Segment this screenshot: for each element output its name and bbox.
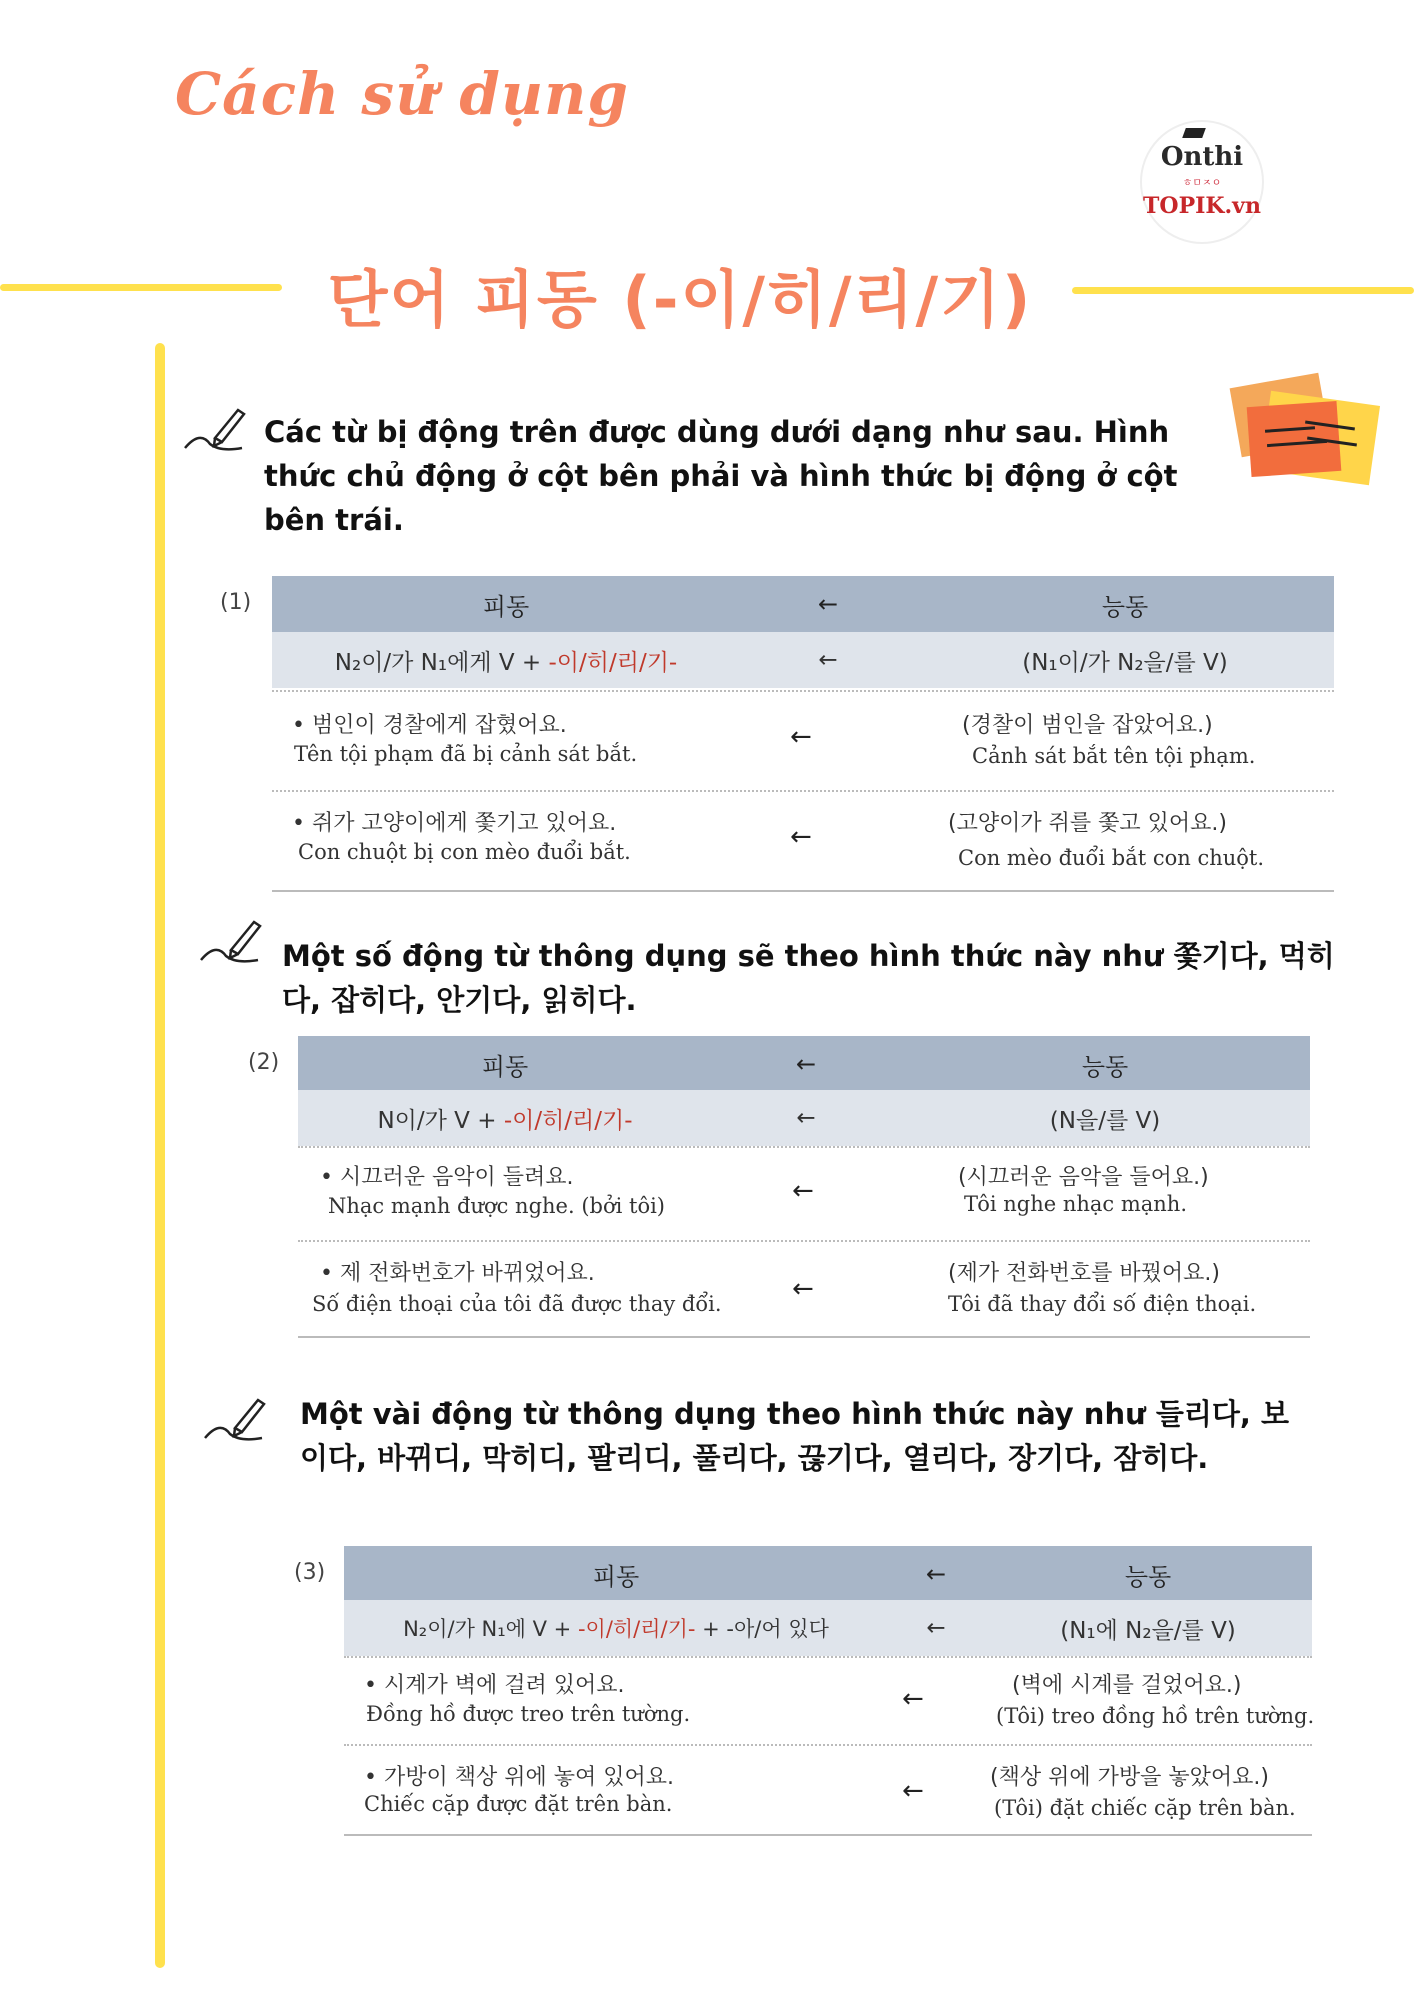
table-2-row-1-vi-active: Tôi nghe nhạc mạnh.: [964, 1192, 1187, 1216]
table-3-row-1-vi-active: (Tôi) treo đồng hồ trên tường.: [996, 1704, 1315, 1728]
arrow-left-icon: ←: [902, 1684, 924, 1714]
script-title: Cách sử dụng: [175, 60, 629, 128]
logo-line-1: Onthi: [1160, 142, 1244, 172]
table-1-head-passive: 피동: [482, 592, 530, 621]
table-1-row-1-vi-passive: Tên tội phạm đã bị cảnh sát bắt.: [294, 742, 638, 766]
table-2-row-1-ko-active: (시끄러운 음악을 들어요.): [958, 1165, 1209, 1190]
table-3-row-1-ko-passive: • 시계가 벽에 걸려 있어요.: [364, 1673, 625, 1698]
paragraph-3: Một vài động từ thông dụng theo hình thức này như 들리다, 보이다, 바뀌디, 막히디, 팔리디, 풀리다, 끊기다, 열리다, 장기다, 잠히다.: [300, 1397, 1290, 1475]
table-row: [344, 1744, 1312, 1746]
table-row: [272, 790, 1334, 792]
table-3-formula-active: (N₁에 N₂을/를 V): [1060, 1617, 1236, 1644]
table-row: [344, 1656, 1312, 1658]
table-1-formula-active: (N₁이/가 N₂을/를 V): [1022, 649, 1228, 676]
table-3-head-passive: 피동: [592, 1562, 640, 1591]
table-2-header: [298, 1036, 1310, 1092]
title-rule-left: [0, 284, 282, 291]
main-title: 단어 피동 (-이/히/리/기): [327, 263, 1033, 336]
arrow-left-icon: ←: [902, 1776, 924, 1806]
table-1-formula-passive: N₂이/가 N₁에게 V + -이/히/리/기-: [334, 649, 678, 676]
table-2-head-passive: 피동: [481, 1052, 529, 1081]
logo-line-3: TOPIK.vn: [1143, 193, 1261, 219]
table-1-formula: [272, 632, 1334, 688]
sticky-notes-icon: [1235, 380, 1385, 490]
arrow-left-icon: ←: [790, 822, 812, 852]
arrow-left-icon: ←: [792, 1176, 814, 1206]
table-2-row-2-vi-passive: Số điện thoại của tôi đã được thay đổi.: [312, 1292, 722, 1316]
table-2-row-1-vi-passive: Nhạc mạnh được nghe. (bởi tôi): [328, 1194, 665, 1218]
table-3-row-2-ko-active: (책상 위에 가방을 놓았어요.): [990, 1765, 1269, 1790]
graduation-cap-icon: [1182, 128, 1206, 138]
table-2-row-2-ko-passive: • 제 전화번호가 바뀌었어요.: [320, 1261, 595, 1286]
table-1-bottom-rule: [272, 890, 1334, 892]
table-2-formula-arrow: ←: [796, 1105, 816, 1131]
table-1-row-2-ko-passive: • 쥐가 고양이에게 쫓기고 있어요.: [292, 811, 617, 836]
table-1-head-active: 능동: [1101, 592, 1149, 621]
table-1-header: [272, 576, 1334, 632]
table-3-header: [344, 1546, 1312, 1602]
table-2-formula: [298, 1090, 1310, 1146]
table-1-row-1-vi-active: Cảnh sát bắt tên tội phạm.: [972, 744, 1256, 768]
paragraph-1: Các từ bị động trên được dùng dưới dạng như sau. Hình thức chủ động ở cột bên phải và hình thức bị động ở cột bên trái.: [264, 415, 1178, 537]
table-row: [298, 1146, 1310, 1148]
table-1-row-2-vi-active: Con mèo đuổi bắt con chuột.: [958, 846, 1265, 870]
table-3-number: (3): [294, 1560, 326, 1585]
table-3-row-1-vi-passive: Đồng hồ được treo trên tường.: [366, 1702, 691, 1726]
left-accent-bar: [155, 343, 165, 1968]
table-3-formula-arrow: ←: [926, 1615, 946, 1641]
table-3-row-1-ko-active: (벽에 시계를 걸었어요.): [1012, 1673, 1242, 1698]
table-2-number: (2): [248, 1050, 280, 1075]
table-2-head-arrow: ←: [795, 1050, 817, 1078]
table-3-formula: [344, 1600, 1312, 1656]
paragraph-2: Một số động từ thông dụng sẽ theo hình thức này như 쫓기다, 먹히다, 잡히다, 안기다, 읽히다.: [282, 939, 1335, 1017]
table-row: [272, 690, 1334, 692]
table-2-row-1-ko-passive: • 시끄러운 음악이 들려요.: [320, 1165, 574, 1190]
table-row: [298, 1240, 1310, 1242]
pen-writing-icon: [200, 1390, 270, 1450]
pen-writing-icon: [180, 400, 250, 460]
pen-writing-icon: [196, 912, 266, 972]
onthi-topik-logo: [1140, 120, 1264, 244]
arrow-left-icon: ←: [790, 722, 812, 752]
logo-line-2: ㅎㅁㅈㅇ: [1182, 178, 1222, 189]
arrow-left-icon: ←: [792, 1274, 814, 1304]
table-3-row-2-vi-active: (Tôi) đặt chiếc cặp trên bàn.: [994, 1796, 1296, 1820]
table-1-row-2-vi-passive: Con chuột bị con mèo đuổi bắt.: [298, 840, 631, 864]
title-rule-right: [1072, 287, 1414, 294]
table-3-head-active: 능동: [1124, 1562, 1172, 1591]
table-2-formula-passive: N이/가 V + -이/히/리/기-: [377, 1107, 633, 1134]
table-1-formula-arrow: ←: [818, 647, 838, 673]
table-2-row-2-vi-active: Tôi đã thay đổi số điện thoại.: [948, 1292, 1257, 1316]
table-3-head-arrow: ←: [925, 1560, 947, 1588]
table-3-row-2-vi-passive: Chiếc cặp được đặt trên bàn.: [364, 1792, 673, 1816]
table-2-bottom-rule: [298, 1336, 1310, 1338]
table-2-row-2-ko-active: (제가 전화번호를 바꿨어요.): [948, 1261, 1220, 1286]
table-1-row-1-ko-active: (경찰이 범인을 잡았어요.): [962, 713, 1213, 738]
table-1-number: (1): [220, 590, 252, 615]
table-1-head-arrow: ←: [817, 590, 839, 618]
table-3-bottom-rule: [344, 1834, 1312, 1836]
table-2-head-active: 능동: [1081, 1052, 1129, 1081]
table-3-row-2-ko-passive: • 가방이 책상 위에 놓여 있어요.: [364, 1765, 674, 1790]
table-1-row-2-ko-active: (고양이가 쥐를 쫓고 있어요.): [948, 811, 1227, 836]
table-2-formula-active: (N을/를 V): [1049, 1107, 1161, 1134]
table-1-row-1-ko-passive: • 범인이 경찰에게 잡혔어요.: [292, 713, 567, 738]
table-3-formula-passive: N₂이/가 N₁에 V + -이/히/리/기- + -아/어 있다: [403, 1617, 829, 1641]
